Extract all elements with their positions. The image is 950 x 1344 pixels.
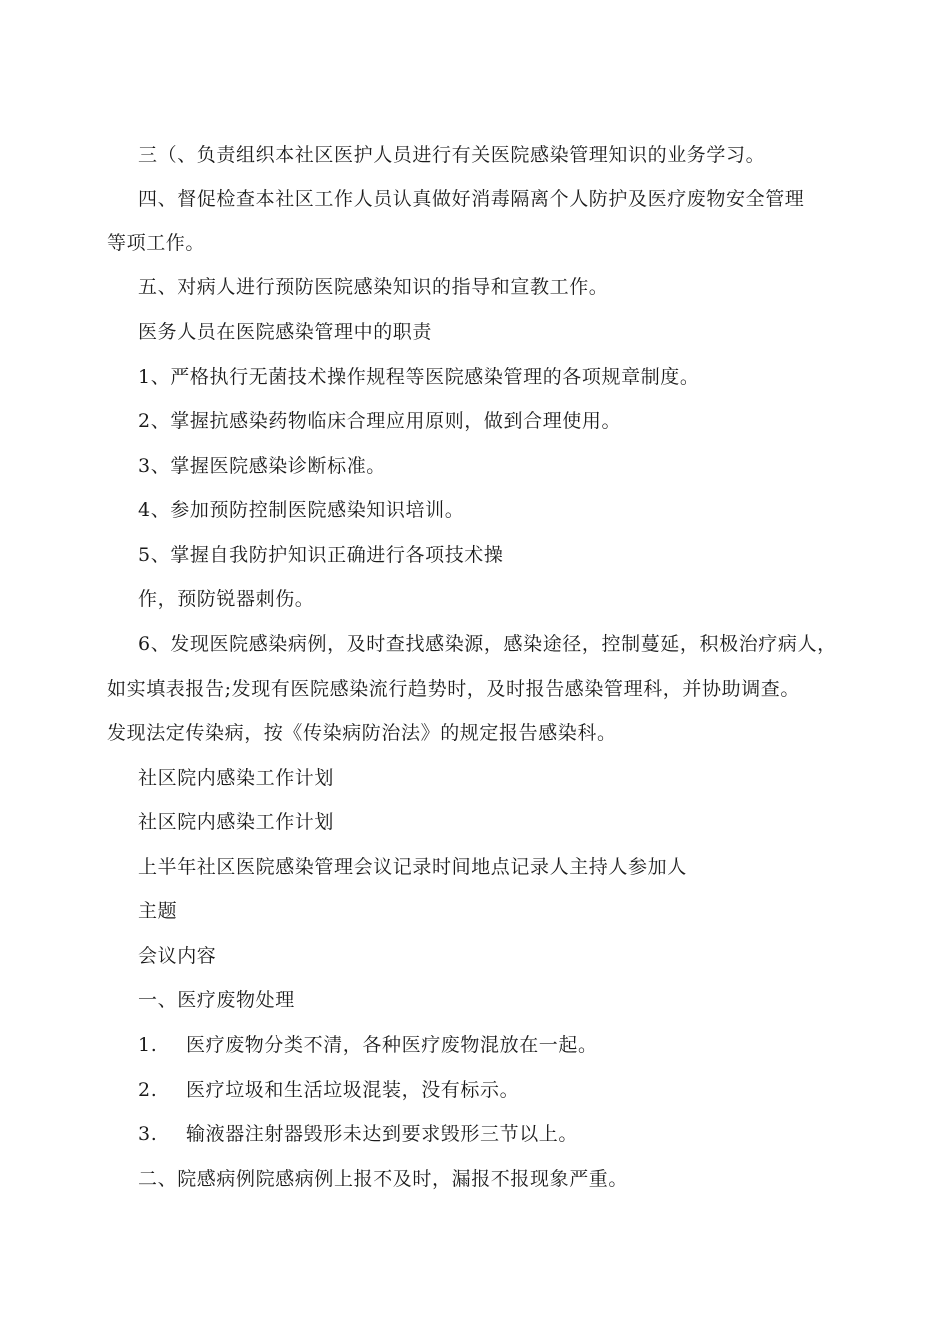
numbered-item xyxy=(138,1122,578,1146)
list-item: 5、掌握自我防护知识正确进行各项技术操 xyxy=(138,544,504,566)
paragraph-line: 会议内容 xyxy=(138,945,217,967)
item-text: 医疗废物分类不清，各种医疗废物混放在一起。 xyxy=(186,1034,598,1056)
item-text: 医疗垃圾和生活垃圾混装，没有标示。 xyxy=(186,1079,520,1101)
item-number: 1. xyxy=(138,1034,158,1056)
list-item: 4、参加预防控制医院感染知识培训。 xyxy=(138,499,465,521)
list-item-continuation: 发现法定传染病，按《传染病防治法》的规定报告感染科。 xyxy=(107,722,617,744)
list-item: 6、发现医院感染病例，及时查找感染源，感染途径，控制蔓延，积极治疗病人， xyxy=(138,633,837,655)
item-text: 输液器注射器毁形未达到要求毁形三节以上。 xyxy=(186,1123,579,1145)
section-heading: 社区院内感染工作计划 xyxy=(138,811,335,833)
section-heading: 医务人员在医院感染管理中的职责 xyxy=(138,321,433,343)
list-item-continuation: 作，预防锐器刺伤。 xyxy=(138,588,315,610)
section-heading: 社区院内感染工作计划 xyxy=(138,767,335,789)
item-number: 2. xyxy=(138,1079,158,1101)
numbered-item xyxy=(138,1078,519,1102)
paragraph-line: 主题 xyxy=(138,900,178,922)
paragraph-line: 四、督促检查本社区工作人员认真做好消毒隔离个人防护及医疗废物安全管理 xyxy=(138,188,805,210)
numbered-item xyxy=(138,1033,598,1057)
list-item: 2、掌握抗感染药物临床合理应用原则，做到合理使用。 xyxy=(138,410,622,432)
item-number: 3. xyxy=(138,1123,158,1145)
list-item: 1、严格执行无菌技术操作规程等医院感染管理的各项规章制度。 xyxy=(138,366,700,388)
paragraph-line: 等项工作。 xyxy=(107,232,206,254)
list-item: 3、掌握医院感染诊断标准。 xyxy=(138,455,386,477)
paragraph-line: 上半年社区医院感染管理会议记录时间地点记录人主持人参加人 xyxy=(138,856,687,878)
list-item-continuation: 如实填表报告;发现有医院感染流行趋势时，及时报告感染管理科，并协助调查。 xyxy=(107,678,801,700)
section-heading: 一、医疗废物处理 xyxy=(138,989,295,1011)
paragraph-line: 五、对病人进行预防医院感染知识的指导和宣教工作。 xyxy=(138,276,609,298)
section-heading: 二、院感病例院感病例上报不及时，漏报不报现象严重。 xyxy=(138,1168,629,1190)
paragraph-line: 三（、负责组织本社区医护人员进行有关医院感染管理知识的业务学习。 xyxy=(138,144,766,166)
